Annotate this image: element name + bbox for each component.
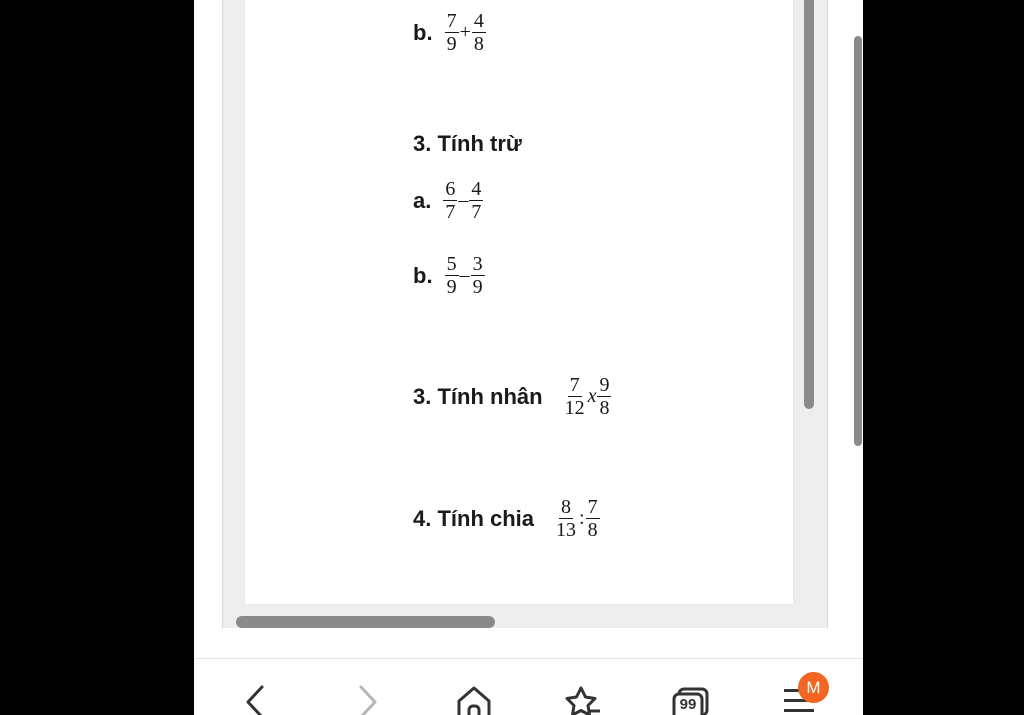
- section-heading: 3. Tính trừ: [413, 131, 522, 156]
- denominator: 9: [472, 276, 483, 298]
- exercise-multiplication: [413, 374, 611, 419]
- fraction: [445, 10, 459, 55]
- denominator: 7: [471, 201, 482, 223]
- exercise-2b: [413, 10, 486, 55]
- tabs-count: 99: [679, 696, 697, 713]
- numerator: 5: [446, 253, 457, 275]
- home-icon[interactable]: [456, 685, 492, 715]
- item-label: 3. Tính nhân: [413, 383, 543, 409]
- fraction: [472, 10, 486, 55]
- operator: +: [459, 21, 471, 43]
- profile-badge[interactable]: M: [798, 672, 829, 703]
- numerator: 3: [472, 253, 483, 275]
- exercise-3b: [413, 253, 485, 298]
- numerator: 4: [473, 10, 484, 32]
- fraction: [469, 178, 483, 223]
- fraction: [586, 496, 600, 541]
- operator: x: [587, 385, 597, 407]
- operator: –: [458, 189, 469, 211]
- document-viewer[interactable]: [222, 0, 828, 628]
- tabs-icon[interactable]: [672, 687, 710, 715]
- numerator: 7: [569, 374, 580, 396]
- fraction: [471, 253, 485, 298]
- operator: –: [459, 264, 470, 286]
- numerator: 6: [445, 178, 456, 200]
- section-heading-subtraction: [413, 131, 522, 157]
- item-label: 4. Tính chia: [413, 505, 535, 531]
- exercise-division: [413, 496, 600, 541]
- denominator: 8: [587, 519, 598, 541]
- denominator: 7: [445, 201, 456, 223]
- fraction: [445, 253, 459, 298]
- browser-bottom-toolbar: [194, 658, 863, 715]
- denominator: 8: [473, 33, 484, 55]
- denominator: 12: [564, 397, 585, 419]
- numerator: 4: [471, 178, 482, 200]
- item-label: b.: [413, 19, 433, 45]
- exercise-3a: [413, 178, 483, 223]
- denominator: 8: [599, 397, 610, 419]
- fraction: [597, 374, 611, 419]
- numerator: 7: [446, 10, 457, 32]
- fraction: [443, 178, 457, 223]
- numerator: 8: [561, 496, 572, 518]
- bookmark-star-icon[interactable]: [564, 685, 602, 715]
- back-icon[interactable]: [244, 685, 266, 715]
- numerator: 7: [587, 496, 598, 518]
- browser-window: [194, 0, 863, 715]
- denominator: 9: [446, 276, 457, 298]
- denominator: 13: [556, 519, 577, 541]
- page-vertical-scrollbar[interactable]: [854, 36, 862, 446]
- document-vertical-scrollbar[interactable]: [804, 0, 814, 409]
- fraction: [563, 374, 587, 419]
- document-horizontal-scrollbar[interactable]: [236, 616, 495, 628]
- document-page: [245, 0, 793, 604]
- operator: :: [579, 507, 585, 529]
- item-label: b.: [413, 262, 433, 288]
- fraction: [554, 496, 578, 541]
- item-label: a.: [413, 187, 432, 213]
- denominator: 9: [446, 33, 457, 55]
- numerator: 9: [599, 374, 610, 396]
- forward-icon[interactable]: [357, 685, 379, 715]
